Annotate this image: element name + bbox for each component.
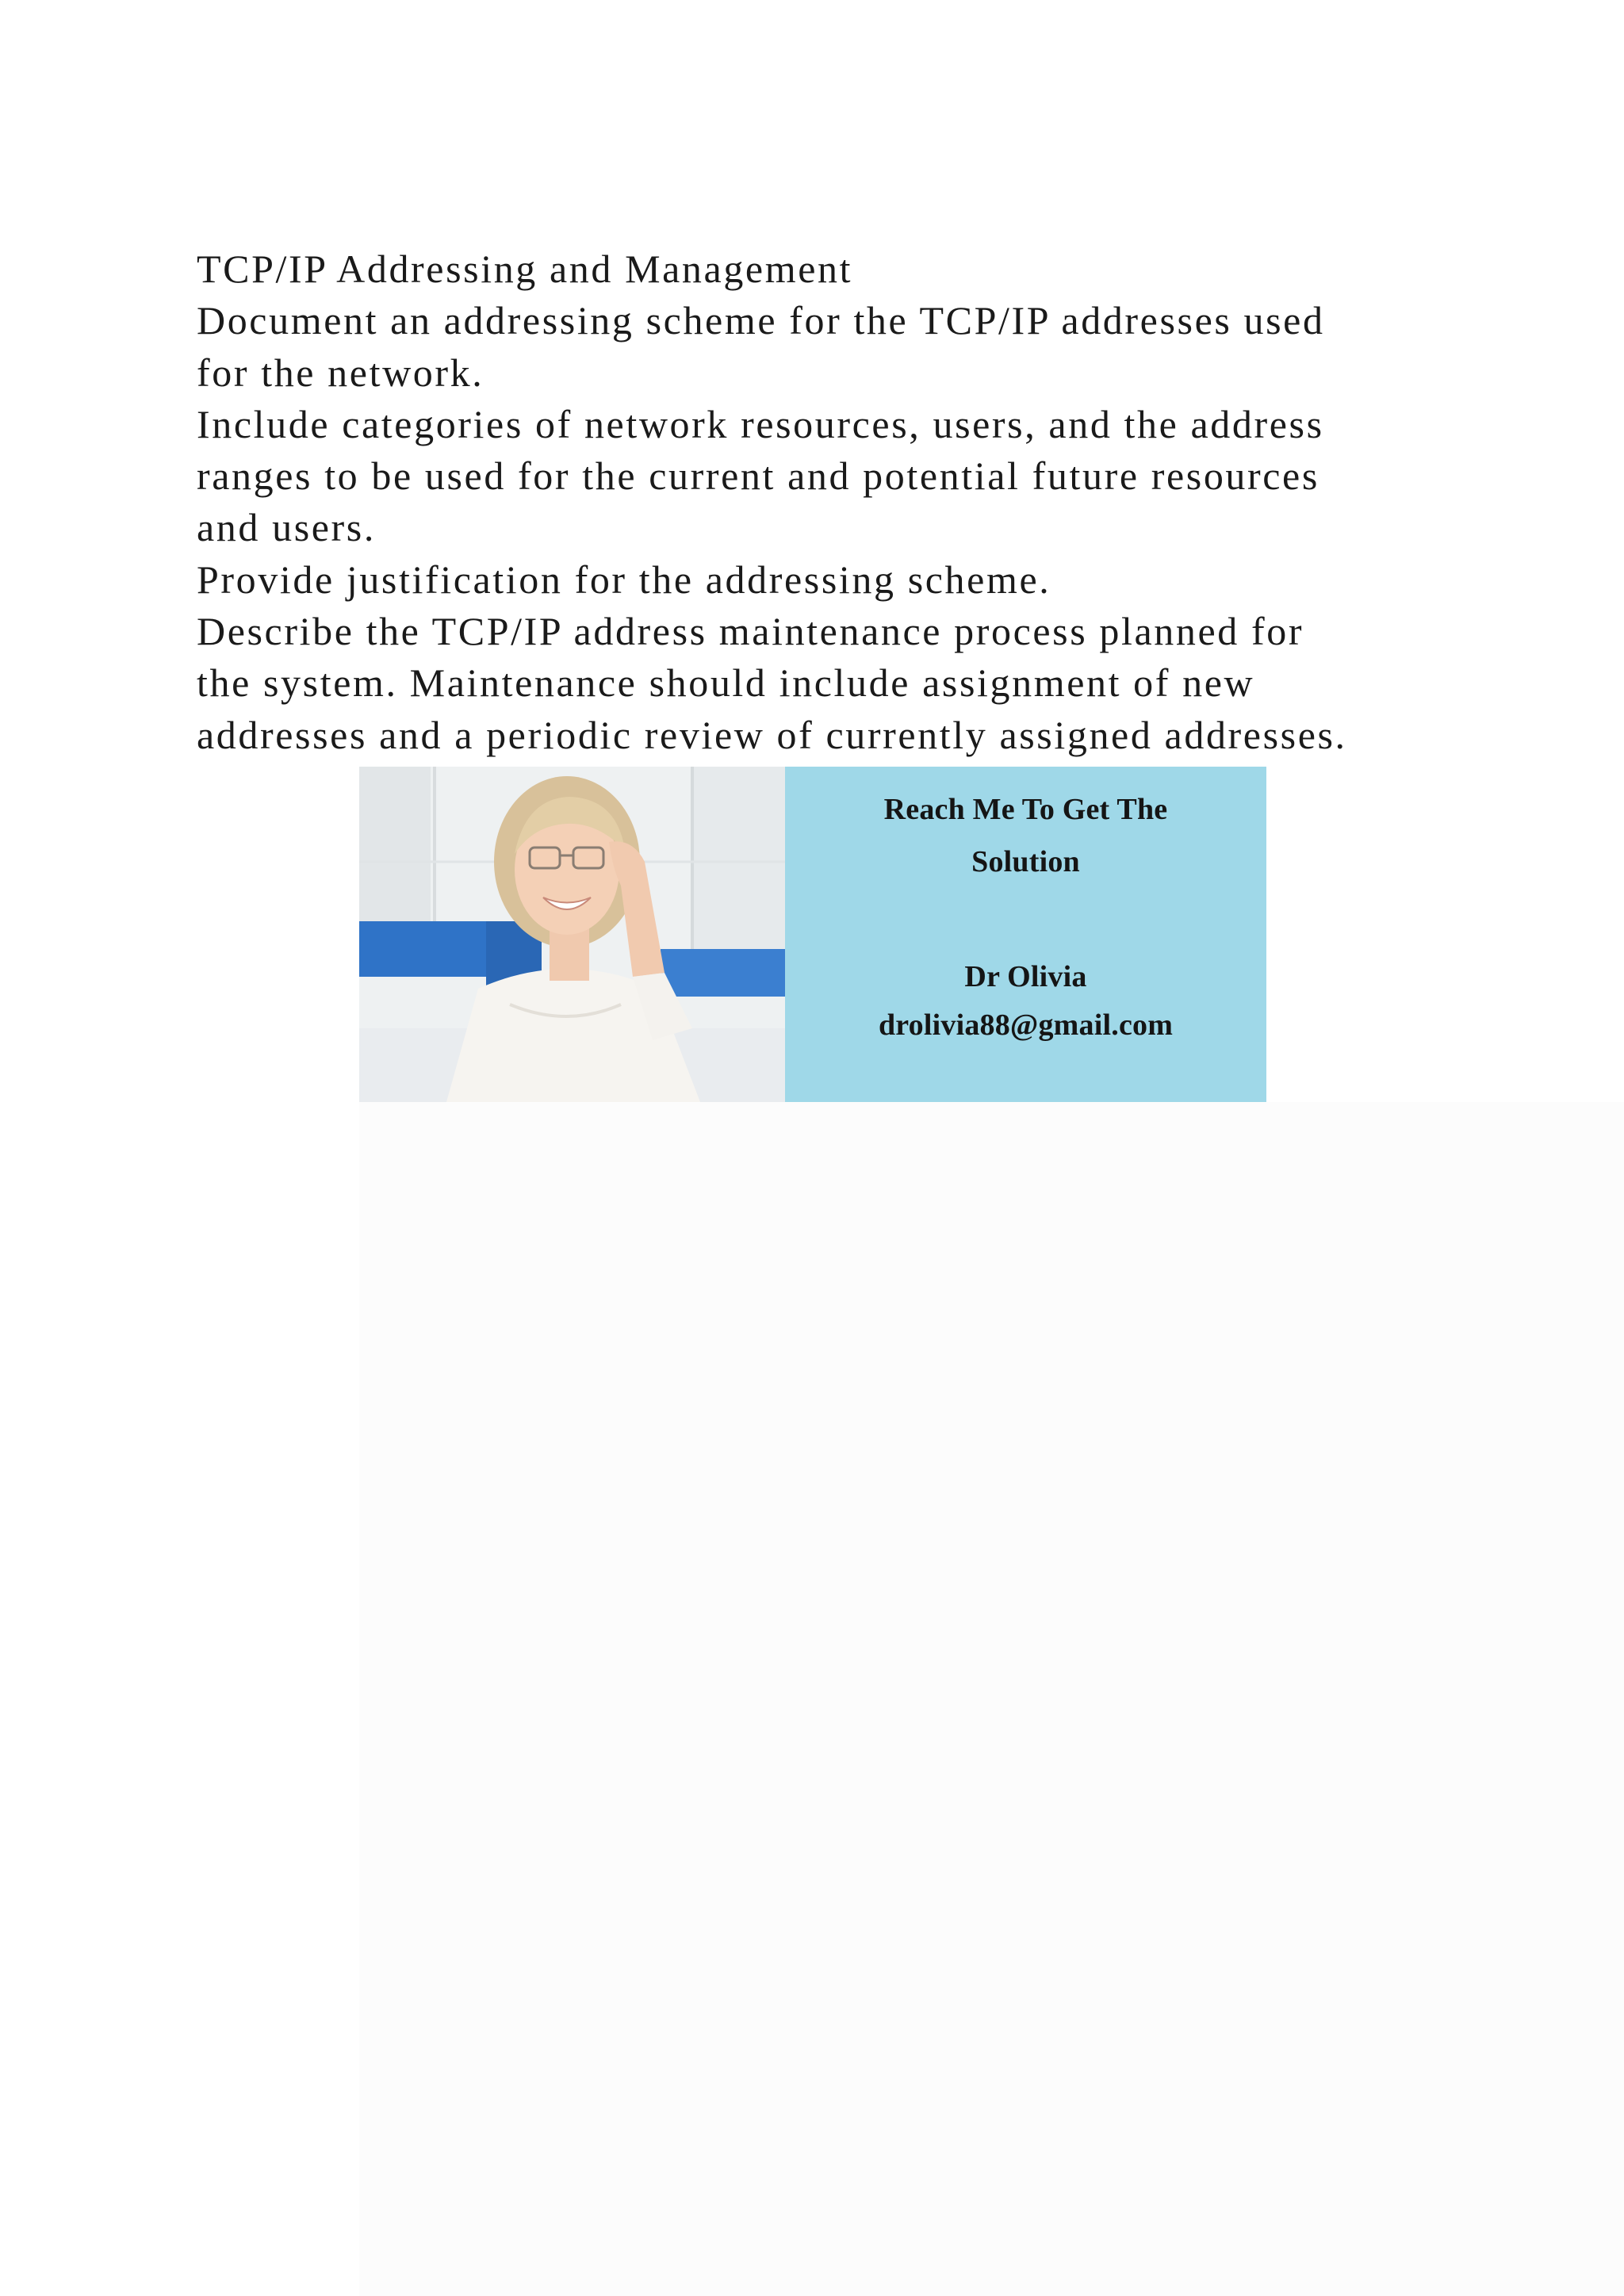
assignment-text	[197, 243, 1434, 761]
text-line: Describe the TCP/IP address maintenance process planned for	[197, 609, 1304, 654]
text-line: and users.	[197, 505, 376, 550]
banner-heading-continued: Solution	[971, 845, 1080, 878]
banner-heading: Reach Me To Get The	[883, 793, 1168, 826]
document-title: TCP/IP Addressing and Management	[197, 247, 853, 291]
blank-area	[359, 1102, 1624, 2296]
text-line: addresses and a periodic review of currently assigned addresses.	[197, 712, 1347, 757]
contact-banner	[359, 767, 1266, 1102]
contact-email[interactable]: drolivia88@gmail.com	[878, 1008, 1174, 1042]
text-line: Include categories of network resources, users, and the address	[197, 401, 1324, 446]
text-line: ranges to be used for the current and potential future resources	[197, 453, 1320, 499]
text-line: Provide justification for the addressing scheme.	[197, 557, 1051, 602]
text-line: for the network.	[197, 350, 485, 395]
profile-photo	[359, 767, 785, 1102]
text-line: Document an addressing scheme for the TCP/IP addresses used	[197, 298, 1325, 343]
text-line: the system. Maintenance should include assignment of new	[197, 660, 1255, 706]
contact-info-panel	[785, 767, 1266, 1102]
contact-name: Dr Olivia	[964, 960, 1087, 993]
